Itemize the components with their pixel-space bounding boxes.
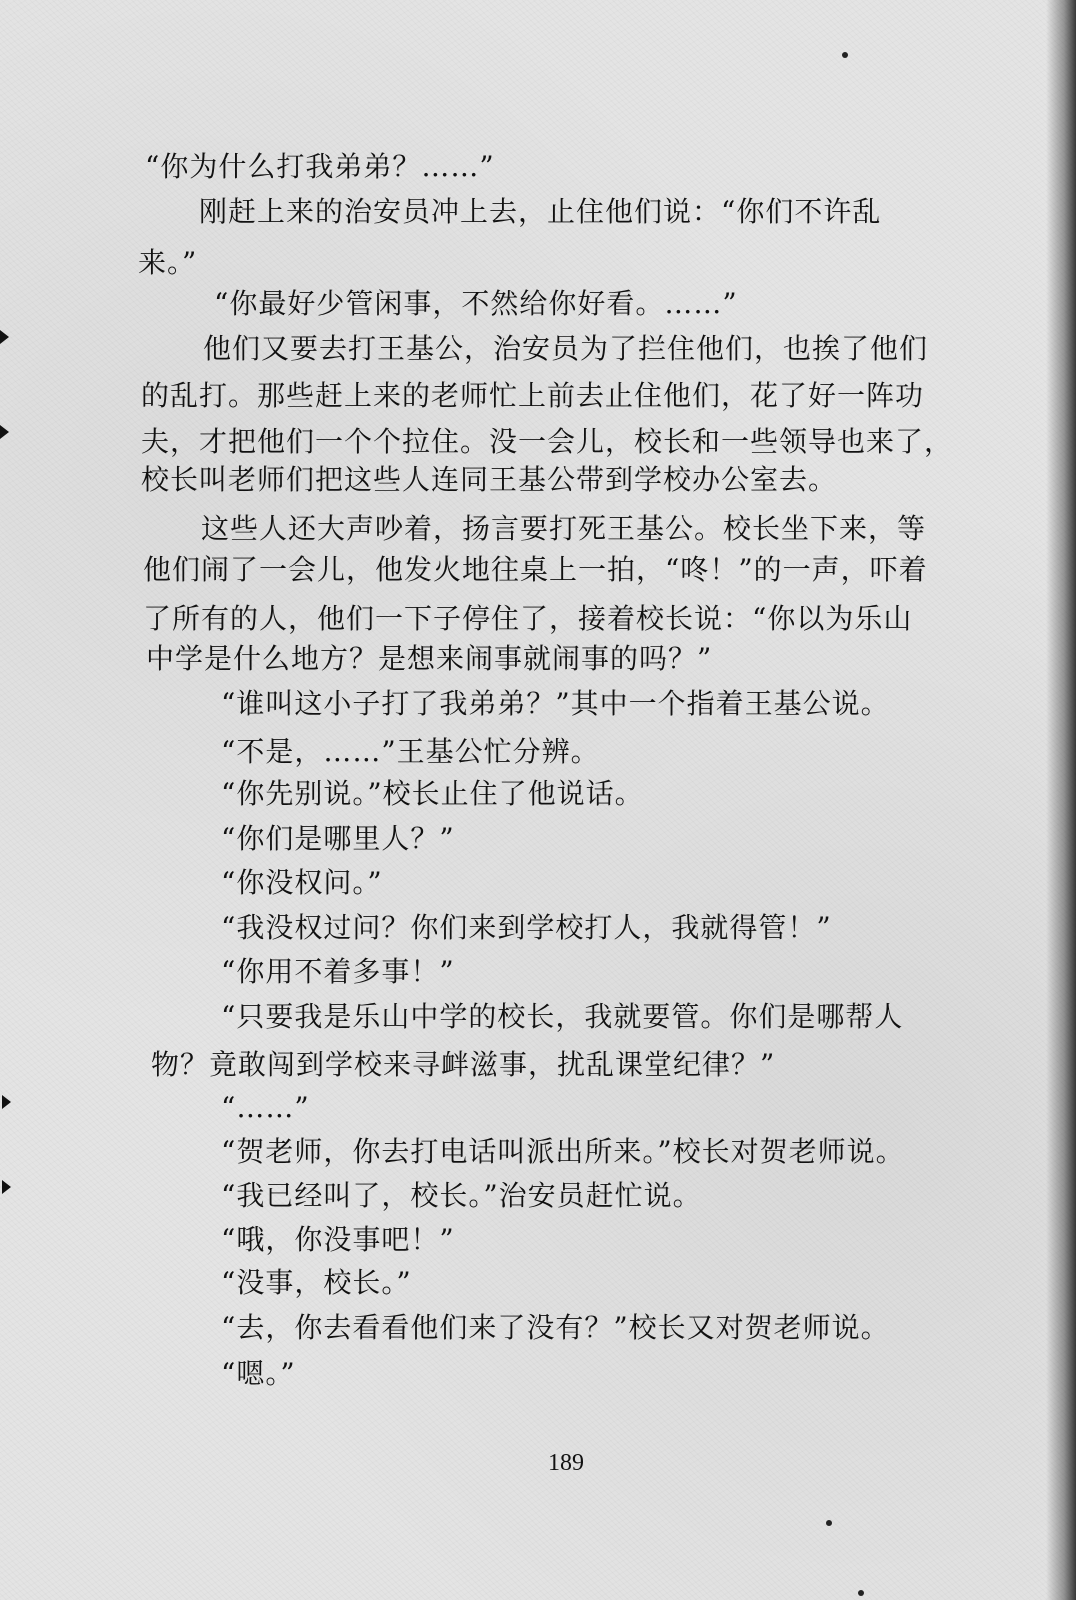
margin-mark bbox=[0, 330, 9, 344]
speck bbox=[826, 1520, 832, 1526]
speck bbox=[842, 52, 848, 58]
page-edge-shadow bbox=[1046, 0, 1076, 1600]
margin-mark bbox=[0, 425, 9, 439]
text-line: “我没权过问？你们来到学校打人，我就得管！” bbox=[221, 911, 832, 944]
text-line: “嗯。” bbox=[221, 1357, 296, 1390]
text-line: “贺老师，你去打电话叫派出所来。”校长对贺老师说。 bbox=[221, 1135, 905, 1168]
text-line: 来。” bbox=[138, 246, 198, 279]
text-line: “不是，……”王基公忙分辨。 bbox=[221, 735, 600, 768]
margin-mark bbox=[2, 1180, 11, 1194]
text-line: “去，你去看看他们来了没有？”校长又对贺老师说。 bbox=[221, 1311, 890, 1344]
text-line: 他们闹了一会儿，他发火地往桌上一拍，“咚！”的一声，吓着 bbox=[143, 553, 928, 586]
text-line: “你先别说。”校长止住了他说话。 bbox=[221, 777, 644, 810]
text-line: “你用不着多事！” bbox=[221, 955, 455, 988]
text-line: “你最好少管闲事，不然给你好看。……” bbox=[214, 287, 738, 320]
speck bbox=[858, 1590, 864, 1596]
text-line: 校长叫老师们把这些人连同王基公带到学校办公室去。 bbox=[141, 463, 838, 496]
text-line: “谁叫这小子打了我弟弟？”其中一个指着王基公说。 bbox=[221, 687, 890, 720]
text-line: 中学是什么地方？是想来闹事就闹事的吗？” bbox=[146, 642, 713, 675]
text-line: 物？竟敢闯到学校来寻衅滋事，扰乱课堂纪律？” bbox=[151, 1048, 776, 1081]
page-number: 189 bbox=[548, 1450, 584, 1476]
text-line: “……” bbox=[221, 1091, 310, 1124]
text-line: “我已经叫了，校长。”治安员赶忙说。 bbox=[221, 1179, 702, 1212]
text-line: 他们又要去打王基公，治安员为了拦住他们，也挨了他们 bbox=[203, 332, 929, 365]
text-line: “哦，你没事吧！” bbox=[221, 1223, 455, 1256]
text-line: “你为什么打我弟弟？……” bbox=[145, 150, 495, 183]
margin-mark bbox=[2, 1095, 11, 1109]
text-line: “你们是哪里人？” bbox=[221, 822, 455, 855]
text-line: 了所有的人，他们一下子停住了，接着校长说：“你以为乐山 bbox=[143, 602, 913, 635]
text-line: “只要我是乐山中学的校长，我就要管。你们是哪帮人 bbox=[221, 1000, 904, 1033]
text-line: 的乱打。那些赶上来的老师忙上前去止住他们，花了好一阵功 bbox=[141, 379, 925, 412]
text-line: “你没权问。” bbox=[221, 866, 383, 899]
text-line: 这些人还大声吵着，扬言要打死王基公。校长坐下来，等 bbox=[201, 512, 927, 545]
text-line: 刚赶上来的治安员冲上去，止住他们说：“你们不许乱 bbox=[199, 195, 882, 228]
text-line: 夫，才把他们一个个拉住。没一会儿，校长和一些领导也来了， bbox=[141, 425, 954, 458]
text-line: “没事，校长。” bbox=[221, 1266, 412, 1299]
